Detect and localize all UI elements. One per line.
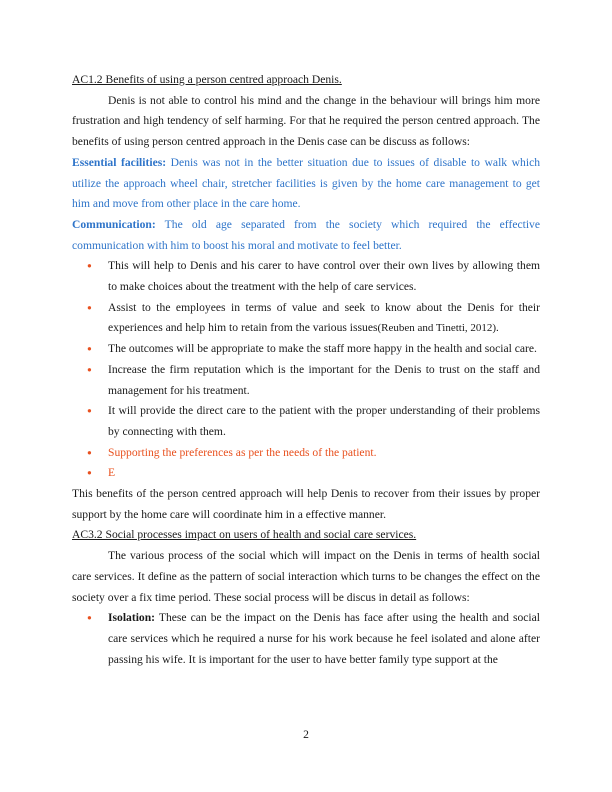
bullet-icon: • <box>86 611 93 626</box>
communication-paragraph <box>72 215 540 256</box>
benefits-list <box>72 256 540 484</box>
isolation-label: Isolation: <box>108 611 156 625</box>
social-process-list <box>72 608 540 670</box>
essential-facilities-label: Essential facilities: <box>72 155 167 169</box>
list-item: • Supporting the preferences as per the needs of the patient. <box>72 443 540 464</box>
document-page <box>72 70 540 670</box>
list-item: • E <box>72 463 540 484</box>
essential-facilities-text: Denis was not in the better situation due to issues of disable to walk which utilize the approach wheel chair, stretcher facilities is given by the home care management to get him and move from other place in the care home. <box>72 155 541 211</box>
essential-facilities-paragraph <box>72 153 540 215</box>
summary-paragraph: This benefits of the person centred approach will help Denis to recover from their issues by proper support by the home care will coordinate him in a effective manner. <box>72 487 540 521</box>
bullet-icon: • <box>86 466 93 481</box>
bullet-icon: • <box>86 362 93 377</box>
section-heading-ac1-2: AC1.2 Benefits of using a person centred approach Denis. <box>72 73 342 86</box>
list-item <box>72 608 540 670</box>
list-item: • Assist to the employees in terms of value and seek to know about the Denis for their experiences and help him to retain from the various issues(Reuben and Tinetti, 2012). <box>72 298 540 339</box>
communication-text: The old age separated from the society which required the effective communication with him to boost his moral and motivate to feel better. <box>72 217 540 252</box>
citation: (Reuben and Tinetti, 2012). <box>377 322 499 335</box>
bullet-icon: • <box>86 404 93 419</box>
communication-label: Communication: <box>72 217 156 231</box>
intro-paragraph: Denis is not able to control his mind and the change in the behaviour will brings him more frustration and high tendency of self harming. For that he required the person centred approach. The benefits of using person centred approach in the Denis case can be discuss as follows: <box>72 93 540 149</box>
bullet-icon: • <box>86 342 93 357</box>
page-number: 2 <box>303 728 309 741</box>
list-item: • Increase the firm reputation which is the important for the Denis to trust on the staff and management for his treatment. <box>72 360 540 401</box>
bullet-icon: • <box>86 300 93 315</box>
list-item: • It will provide the direct care to the patient with the proper understanding of their problems by connecting with them. <box>72 401 540 442</box>
isolation-text: These can be the impact on the Denis has face after using the health and social care services which he required a nurse for his work because he feel isolated and alone after passing his wife. It is important for the user to have better family type support at the <box>108 611 540 666</box>
list-item: • This will help to Denis and his carer to have control over their own lives by allowing them to make choices about the treatment with the help of care services. <box>72 256 540 297</box>
social-process-paragraph: The various process of the social which will impact on the Denis in terms of health social care services. It define as the pattern of social interaction which turns to be changes the effect on the society over a fix time period. These social process will be discus in detail as follows: <box>72 549 540 604</box>
bullet-icon: • <box>86 445 93 460</box>
section-heading-ac3-2: AC3.2 Social processes impact on users of health and social care services. <box>72 528 417 542</box>
list-item: • The outcomes will be appropriate to make the staff more happy in the health and social care. <box>72 339 540 360</box>
bullet-icon: • <box>86 259 93 274</box>
